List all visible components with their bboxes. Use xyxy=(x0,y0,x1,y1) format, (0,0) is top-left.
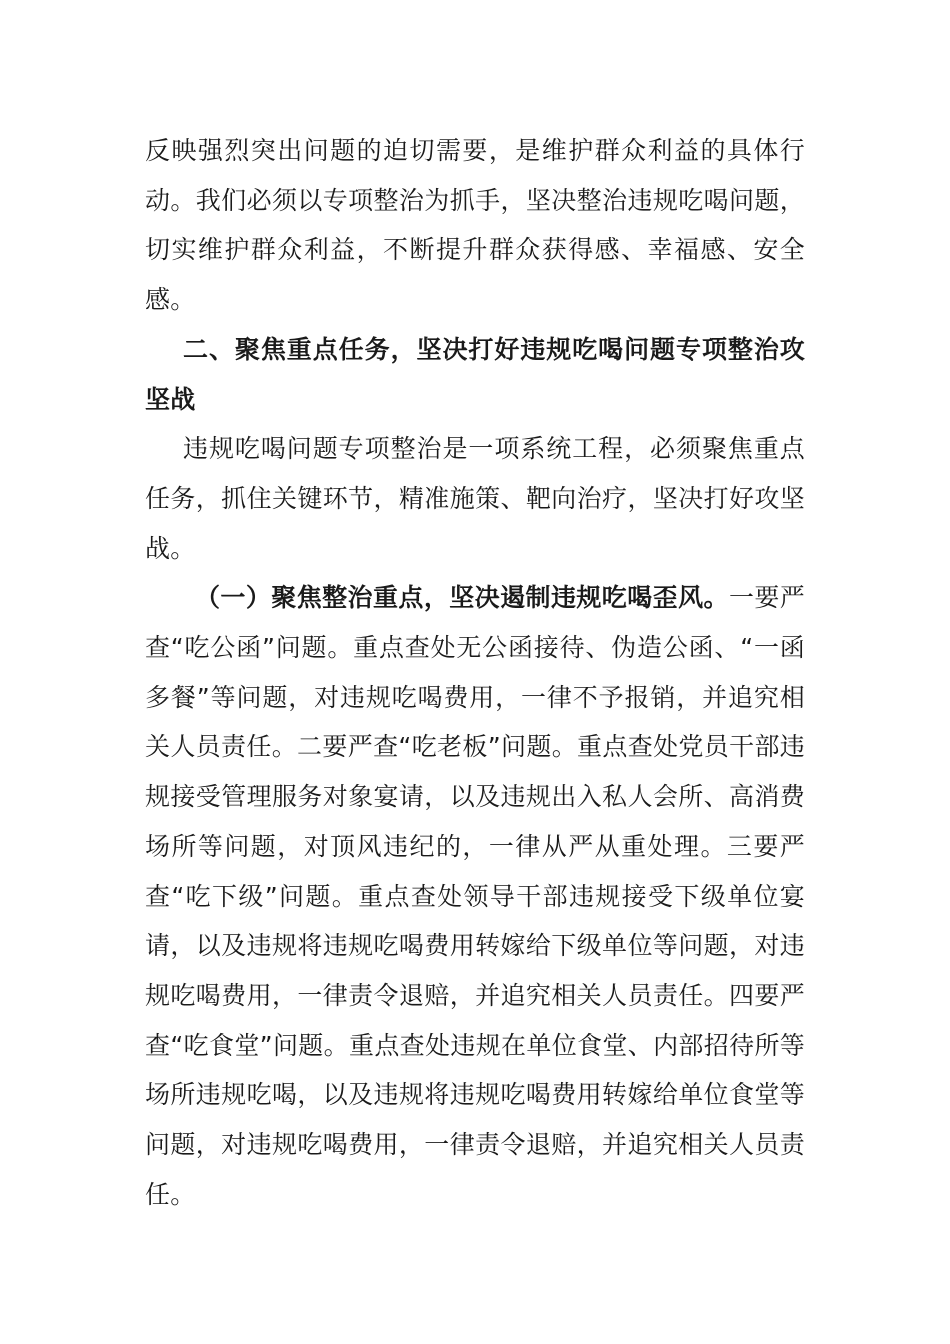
section-intro-paragraph: 违规吃喝问题专项整治是一项系统工程，必须聚焦重点任务，抓住关键环节，精准施策、靶向治疗，坚决打好攻坚战。 xyxy=(145,434,805,563)
section-heading: 二、聚焦重点任务，坚决打好违规吃喝问题专项整治攻坚战 xyxy=(145,334,805,414)
subsection-heading: （一）聚焦整治重点，坚决遏制违规吃喝歪风。 xyxy=(195,583,729,613)
paragraph-continuation: 反映强烈突出问题的迫切需要，是维护群众利益的具体行动。我们必须以专项整治为抓手，坚决整治违规吃喝问题，切实维护群众利益，不断提升群众获得感、幸福感、安全感。 xyxy=(145,136,805,315)
subsection-paragraph xyxy=(145,573,805,1219)
document-body xyxy=(145,126,805,1219)
subsection-body: 一要严查“吃公函”问题。重点查处无公函接待、伪造公函、“一函多餐”等问题，对违规吃喝费用，一律不予报销，并追究相关人员责任。二要严查“吃老板”问题。重点查处党员干部违规接受管理服务对象宴请，以及违规出入私人会所、高消费场所等问题，对顶风违纪的，一律从严从重处理。三要严查“吃下级”问题。重点查处领导干部违规接受下级单位宴请，以及违规将违规吃喝费用转嫁给下级单位等问题，对违规吃喝费用，一律责令退赔，并追究相关人员责任。四要严查“吃食堂”问题。重点查处违规在单位食堂、内部招待所等场所违规吃喝，以及违规将违规吃喝费用转嫁给单位食堂等问题，对违规吃喝费用，一律责令退赔，并追究相关人员责任。 xyxy=(145,583,806,1209)
